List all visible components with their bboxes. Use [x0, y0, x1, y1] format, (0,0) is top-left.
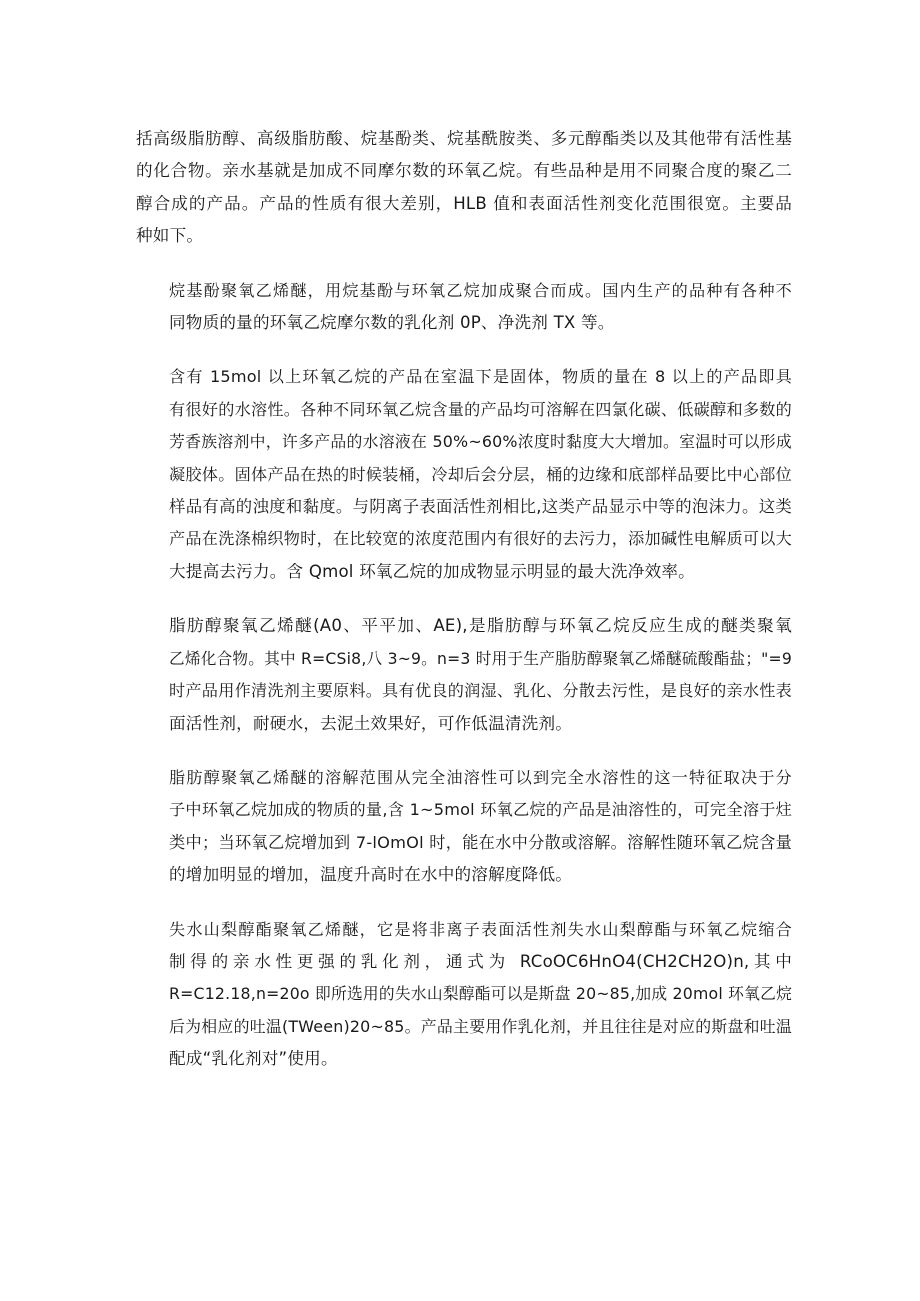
paragraph-properties — [136, 361, 792, 588]
text-line: 制得的亲水性更强的乳化剂，通式为 RCoOC6HnO4(CH2CH2O)n,其中 — [169, 951, 792, 971]
text-line: 配成“乳化剂对”使用。 — [169, 1049, 338, 1069]
paragraph-sorbitan — [136, 914, 792, 1076]
paragraph-solubility — [136, 762, 792, 892]
text-line: 样品有高的浊度和黏度。与阴离子表面活性剂相比,这类产品显示中等的泡沫力。这类 — [169, 497, 792, 517]
text-line: 的化合物。亲水基就是加成不同摩尔数的环氧乙烷。有些品种是用不同聚合度的聚乙二 — [136, 161, 792, 181]
text-line: 芳香族溶剂中，许多产品的水溶液在 50%~60%浓度时黏度大大增加。室温时可以形成 — [169, 432, 792, 452]
paragraph-fatty-alcohol — [136, 610, 792, 740]
text-line: 括高级脂肪醇、高级脂肪酸、烷基酚类、烷基酰胺类、多元醇酯类以及其他带有活性基 — [136, 129, 792, 148]
text-line: 大提高去污力。含 Qmol 环氧乙烷的加成物显示明显的最大洗净效率。 — [169, 561, 695, 581]
paragraph-alkylphenol — [136, 275, 792, 340]
text-line: 面活性剂，耐硬水，去泥土效果好，可作低温清洗剂。 — [169, 713, 573, 733]
text-line: 的增加明显的增加，温度升高时在水中的溶解度降低。 — [169, 865, 573, 885]
text-line: 时产品用作清洗剂主要原料。具有优良的润湿、乳化、分散去污性，是良好的亲水性表 — [169, 681, 792, 701]
text-line: 烷基酚聚氧乙烯醚，用烷基酚与环氧乙烷加成聚合而成。国内生产的品种有各种不 — [169, 280, 792, 300]
text-line: R=C12.18,n=20o 即所选用的失水山梨醇酯可以是斯盘 20~85,加成 20mol 环氧乙烷 — [169, 984, 792, 1004]
text-line: 乙烯化合物。其中 R=CSi8,八 3~9。n=3 时用于生产脂肪醇聚氧乙烯醚硫酸酯盐；"=9 — [169, 648, 792, 668]
text-line: 类中；当环氧乙烷增加到 7-lOmOl 时，能在水中分散或溶解。溶解性随环氧乙烷含量 — [169, 832, 792, 852]
paragraph-intro — [136, 123, 792, 253]
text-line: 有很好的水溶性。各种不同环氧乙烷含量的产品均可溶解在四氯化碳、低碳醇和多数的 — [169, 399, 792, 419]
text-line: 产品在洗涤棉织物时，在比较宽的浓度范围内有很好的去污力，添加碱性电解质可以大 — [169, 529, 792, 549]
document-body — [136, 123, 792, 1098]
text-line: 后为相应的吐温(TWeen)20~85。产品主要用作乳化剂，并且往往是对应的斯盘和吐温 — [169, 1016, 792, 1036]
text-line: 脂肪醇聚氧乙烯醚的溶解范围从完全油溶性可以到完全水溶性的这一特征取决于分 — [169, 767, 792, 787]
text-line: 子中环氧乙烷加成的物质的量,含 1~5mol 环氧乙烷的产品是油溶性的，可完全溶于炷 — [169, 800, 792, 820]
text-line: 失水山梨醇酯聚氧乙烯醚，它是将非离子表面活性剂失水山梨醇酯与环氧乙烷缩合 — [169, 919, 792, 939]
text-line: 含有 15mol 以上环氧乙烷的产品在室温下是固体，物质的量在 8 以上的产品即具 — [169, 367, 792, 387]
text-line: 同物质的量的环氧乙烷摩尔数的乳化剂 0P、净洗剂 TX 等。 — [169, 313, 615, 333]
text-line: 种如下。 — [136, 226, 204, 246]
text-line: 醇合成的产品。产品的性质有很大差别，HLB 值和表面活性剂变化范围很宽。主要品 — [136, 193, 792, 213]
text-line: 脂肪醇聚氧乙烯醚(A0、平平加、AE),是脂肪醇与环氧乙烷反应生成的醚类聚氧 — [169, 616, 792, 636]
text-line: 凝胶体。固体产品在热的时候装桶，冷却后会分层，桶的边缘和底部样品要比中心部位 — [169, 464, 792, 484]
